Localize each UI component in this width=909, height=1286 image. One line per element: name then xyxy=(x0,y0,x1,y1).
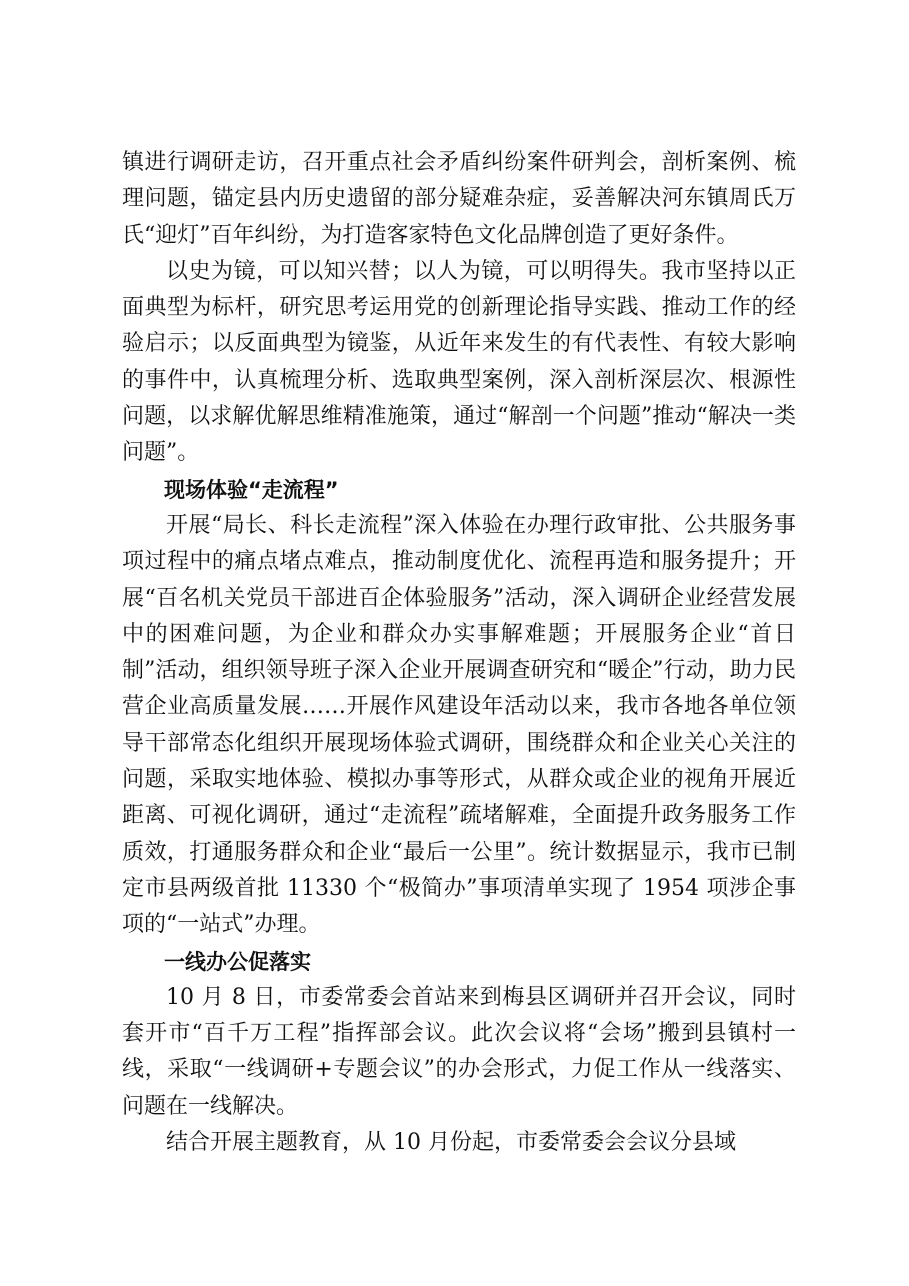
paragraph-walk-process: 开展“局长、科长走流程”深入体验在办理行政审批、公共服务事项过程中的痛点堵点难点，推动制度优化、流程再造和服务提升；开展“百名机关党员干部进百企体验服务”活动，深入调研企业经营发展中的困难问题，为企业和群众办实事解难题；开展服务企业“首日制”活动，组织领导班子深入企业开展调查研究和“暖企”行动，助力民营企业高质量发展……开展作风建设年活动以来，我市各地各单位领导干部常态化组织开展现场体验式调研，围绕群众和企业关心关注的问题，采取实地体验、模拟办事等形式，从群众或企业的视角开展近距离、可视化调研，通过“走流程”疏堵解难，全面提升政务服务工作质效，打通服务群众和企业“最后一公里”。统计数据显示，我市已制定市县两级首批 11330 个“极简办”事项清单实现了 1954 项涉企事项的“一站式”办理。 xyxy=(122,512,796,938)
paragraph-continuation: 镇进行调研走访，召开重点社会矛盾纠纷案件研判会，剖析案例、梳理问题，锚定县内历史遗留的部分疑难杂症，妥善解决河东镇周氏万氏“迎灯”百年纠纷，为打造客家特色文化品牌创造了更好条件。 xyxy=(122,150,796,248)
section-heading-frontline-office: 一线办公促落实 xyxy=(164,949,311,974)
paragraph-october-meeting: 10 月 8 日，市委常委会首站来到梅县区调研并召开会议，同时套开市“百千万工程”指挥部会议。此次会议将“会场”搬到县镇村一线，采取“一线调研+专题会议”的办会形式，力促工作从一线落实、问题在一线解决。 xyxy=(122,984,796,1119)
article-body xyxy=(122,145,796,1161)
paragraph-theme-education: 结合开展主题教育，从 10 月份起，市委常委会会议分县域 xyxy=(166,1130,736,1156)
section-heading-walk-process: 现场体验“走流程” xyxy=(164,477,339,502)
paragraph-history-mirror: 以史为镜，可以知兴替；以人为镜，可以明得失。我市坚持以正面典型为标杆，研究思考运用党的创新理论指导实践、推动工作的经验启示；以反面典型为镜鉴，从近年来发生的有代表性、有较大影响的事件中，认真梳理分析、选取典型案例，深入剖析深层次、根源性问题，以求解优解思维精准施策，通过“解剖一个问题”推动“解决一类问题”。 xyxy=(122,258,796,466)
